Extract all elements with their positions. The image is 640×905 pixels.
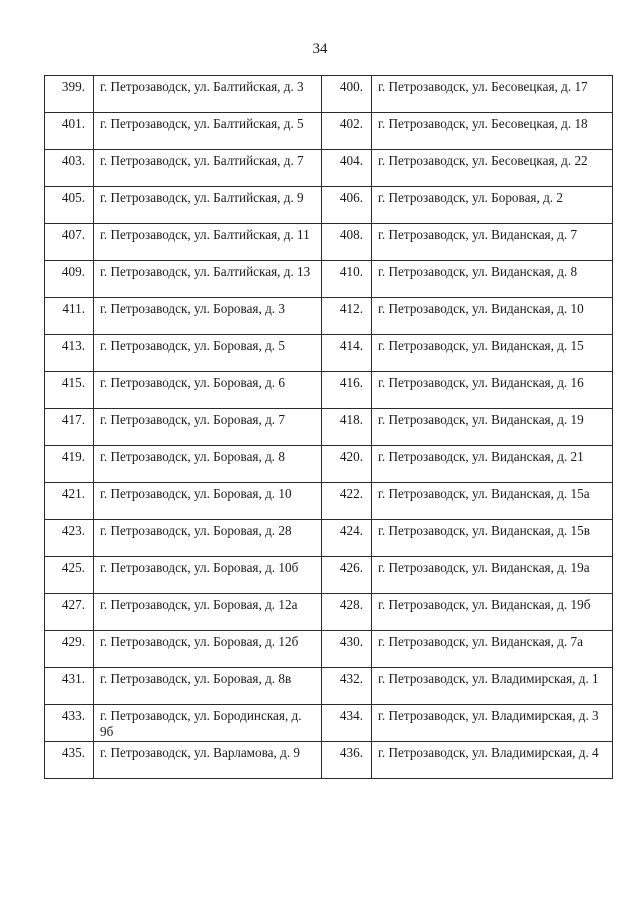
entry-address: г. Петрозаводск, ул. Бесовецкая, д. 17 (372, 76, 613, 113)
entry-address: г. Петрозаводск, ул. Боровая, д. 12б (94, 631, 322, 668)
entry-address: г. Петрозаводск, ул. Боровая, д. 12а (94, 594, 322, 631)
entry-address: г. Петрозаводск, ул. Балтийская, д. 7 (94, 150, 322, 187)
page-number: 34 (312, 41, 328, 57)
entry-number: 414. (322, 335, 372, 372)
entry-number: 403. (45, 150, 94, 187)
entry-number: 432. (322, 668, 372, 705)
entry-number: 410. (322, 261, 372, 298)
entry-address: г. Петрозаводск, ул. Варламова, д. 9 (94, 742, 322, 779)
entry-number: 435. (45, 742, 94, 779)
entry-address: г. Петрозаводск, ул. Боровая, д. 8 (94, 446, 322, 483)
address-table-body (45, 76, 613, 779)
entry-number: 430. (322, 631, 372, 668)
table-row (45, 150, 613, 187)
entry-number: 425. (45, 557, 94, 594)
entry-number: 429. (45, 631, 94, 668)
entry-address: г. Петрозаводск, ул. Боровая, д. 28 (94, 520, 322, 557)
entry-number: 436. (322, 742, 372, 779)
table-row (45, 409, 613, 446)
entry-address: г. Петрозаводск, ул. Виданская, д. 21 (372, 446, 613, 483)
entry-number: 402. (322, 113, 372, 150)
table-row (45, 76, 613, 113)
table-row (45, 594, 613, 631)
entry-address: г. Петрозаводск, ул. Владимирская, д. 1 (372, 668, 613, 705)
entry-number: 416. (322, 372, 372, 409)
entry-address: г. Петрозаводск, ул. Виданская, д. 15в (372, 520, 613, 557)
entry-address: г. Петрозаводск, ул. Боровая, д. 5 (94, 335, 322, 372)
entry-address: г. Петрозаводск, ул. Виданская, д. 15а (372, 483, 613, 520)
entry-number: 431. (45, 668, 94, 705)
entry-number: 419. (45, 446, 94, 483)
entry-number: 400. (322, 76, 372, 113)
entry-number: 412. (322, 298, 372, 335)
entry-address: г. Петрозаводск, ул. Виданская, д. 10 (372, 298, 613, 335)
table-row (45, 298, 613, 335)
entry-number: 423. (45, 520, 94, 557)
entry-address: г. Петрозаводск, ул. Виданская, д. 7 (372, 224, 613, 261)
entry-number: 421. (45, 483, 94, 520)
entry-address: г. Петрозаводск, ул. Виданская, д. 8 (372, 261, 613, 298)
entry-address: г. Петрозаводск, ул. Боровая, д. 10 (94, 483, 322, 520)
table-row (45, 520, 613, 557)
entry-number: 399. (45, 76, 94, 113)
table-row (45, 113, 613, 150)
table-row (45, 372, 613, 409)
entry-number: 418. (322, 409, 372, 446)
entry-address: г. Петрозаводск, ул. Балтийская, д. 11 (94, 224, 322, 261)
entry-number: 408. (322, 224, 372, 261)
entry-address: г. Петрозаводск, ул. Бесовецкая, д. 18 (372, 113, 613, 150)
entry-address: г. Петрозаводск, ул. Боровая, д. 3 (94, 298, 322, 335)
entry-number: 433. (45, 705, 94, 742)
entry-address: г. Петрозаводск, ул. Боровая, д. 6 (94, 372, 322, 409)
entry-address: г. Петрозаводск, ул. Бесовецкая, д. 22 (372, 150, 613, 187)
entry-address: г. Петрозаводск, ул. Владимирская, д. 3 (372, 705, 613, 742)
entry-number: 417. (45, 409, 94, 446)
entry-address: г. Петрозаводск, ул. Бородинская, д. 9б (94, 705, 322, 742)
entry-address: г. Петрозаводск, ул. Боровая, д. 8в (94, 668, 322, 705)
table-row (45, 335, 613, 372)
entry-address: г. Петрозаводск, ул. Балтийская, д. 3 (94, 76, 322, 113)
entry-address: г. Петрозаводск, ул. Виданская, д. 15 (372, 335, 613, 372)
entry-address: г. Петрозаводск, ул. Виданская, д. 19 (372, 409, 613, 446)
entry-address: г. Петрозаводск, ул. Боровая, д. 10б (94, 557, 322, 594)
table-row (45, 261, 613, 298)
entry-number: 420. (322, 446, 372, 483)
entry-number: 413. (45, 335, 94, 372)
entry-address: г. Петрозаводск, ул. Виданская, д. 7а (372, 631, 613, 668)
entry-address: г. Петрозаводск, ул. Боровая, д. 2 (372, 187, 613, 224)
entry-number: 426. (322, 557, 372, 594)
table-row (45, 187, 613, 224)
entry-address: г. Петрозаводск, ул. Виданская, д. 19б (372, 594, 613, 631)
entry-address: г. Петрозаводск, ул. Балтийская, д. 13 (94, 261, 322, 298)
entry-address: г. Петрозаводск, ул. Боровая, д. 7 (94, 409, 322, 446)
entry-number: 434. (322, 705, 372, 742)
table-row (45, 557, 613, 594)
entry-number: 415. (45, 372, 94, 409)
table-row (45, 224, 613, 261)
entry-number: 401. (45, 113, 94, 150)
table-row (45, 742, 613, 779)
entry-number: 424. (322, 520, 372, 557)
entry-address: г. Петрозаводск, ул. Виданская, д. 19а (372, 557, 613, 594)
table-row (45, 705, 613, 742)
entry-address: г. Петрозаводск, ул. Балтийская, д. 9 (94, 187, 322, 224)
table-row (45, 668, 613, 705)
entry-address: г. Петрозаводск, ул. Виданская, д. 16 (372, 372, 613, 409)
entry-number: 406. (322, 187, 372, 224)
table-row (45, 483, 613, 520)
entry-number: 411. (45, 298, 94, 335)
table-row (45, 631, 613, 668)
entry-address: г. Петрозаводск, ул. Балтийская, д. 5 (94, 113, 322, 150)
entry-number: 428. (322, 594, 372, 631)
entry-number: 422. (322, 483, 372, 520)
address-table (44, 75, 613, 779)
entry-number: 427. (45, 594, 94, 631)
entry-number: 405. (45, 187, 94, 224)
entry-number: 404. (322, 150, 372, 187)
entry-address: г. Петрозаводск, ул. Владимирская, д. 4 (372, 742, 613, 779)
entry-number: 407. (45, 224, 94, 261)
entry-number: 409. (45, 261, 94, 298)
table-row (45, 446, 613, 483)
